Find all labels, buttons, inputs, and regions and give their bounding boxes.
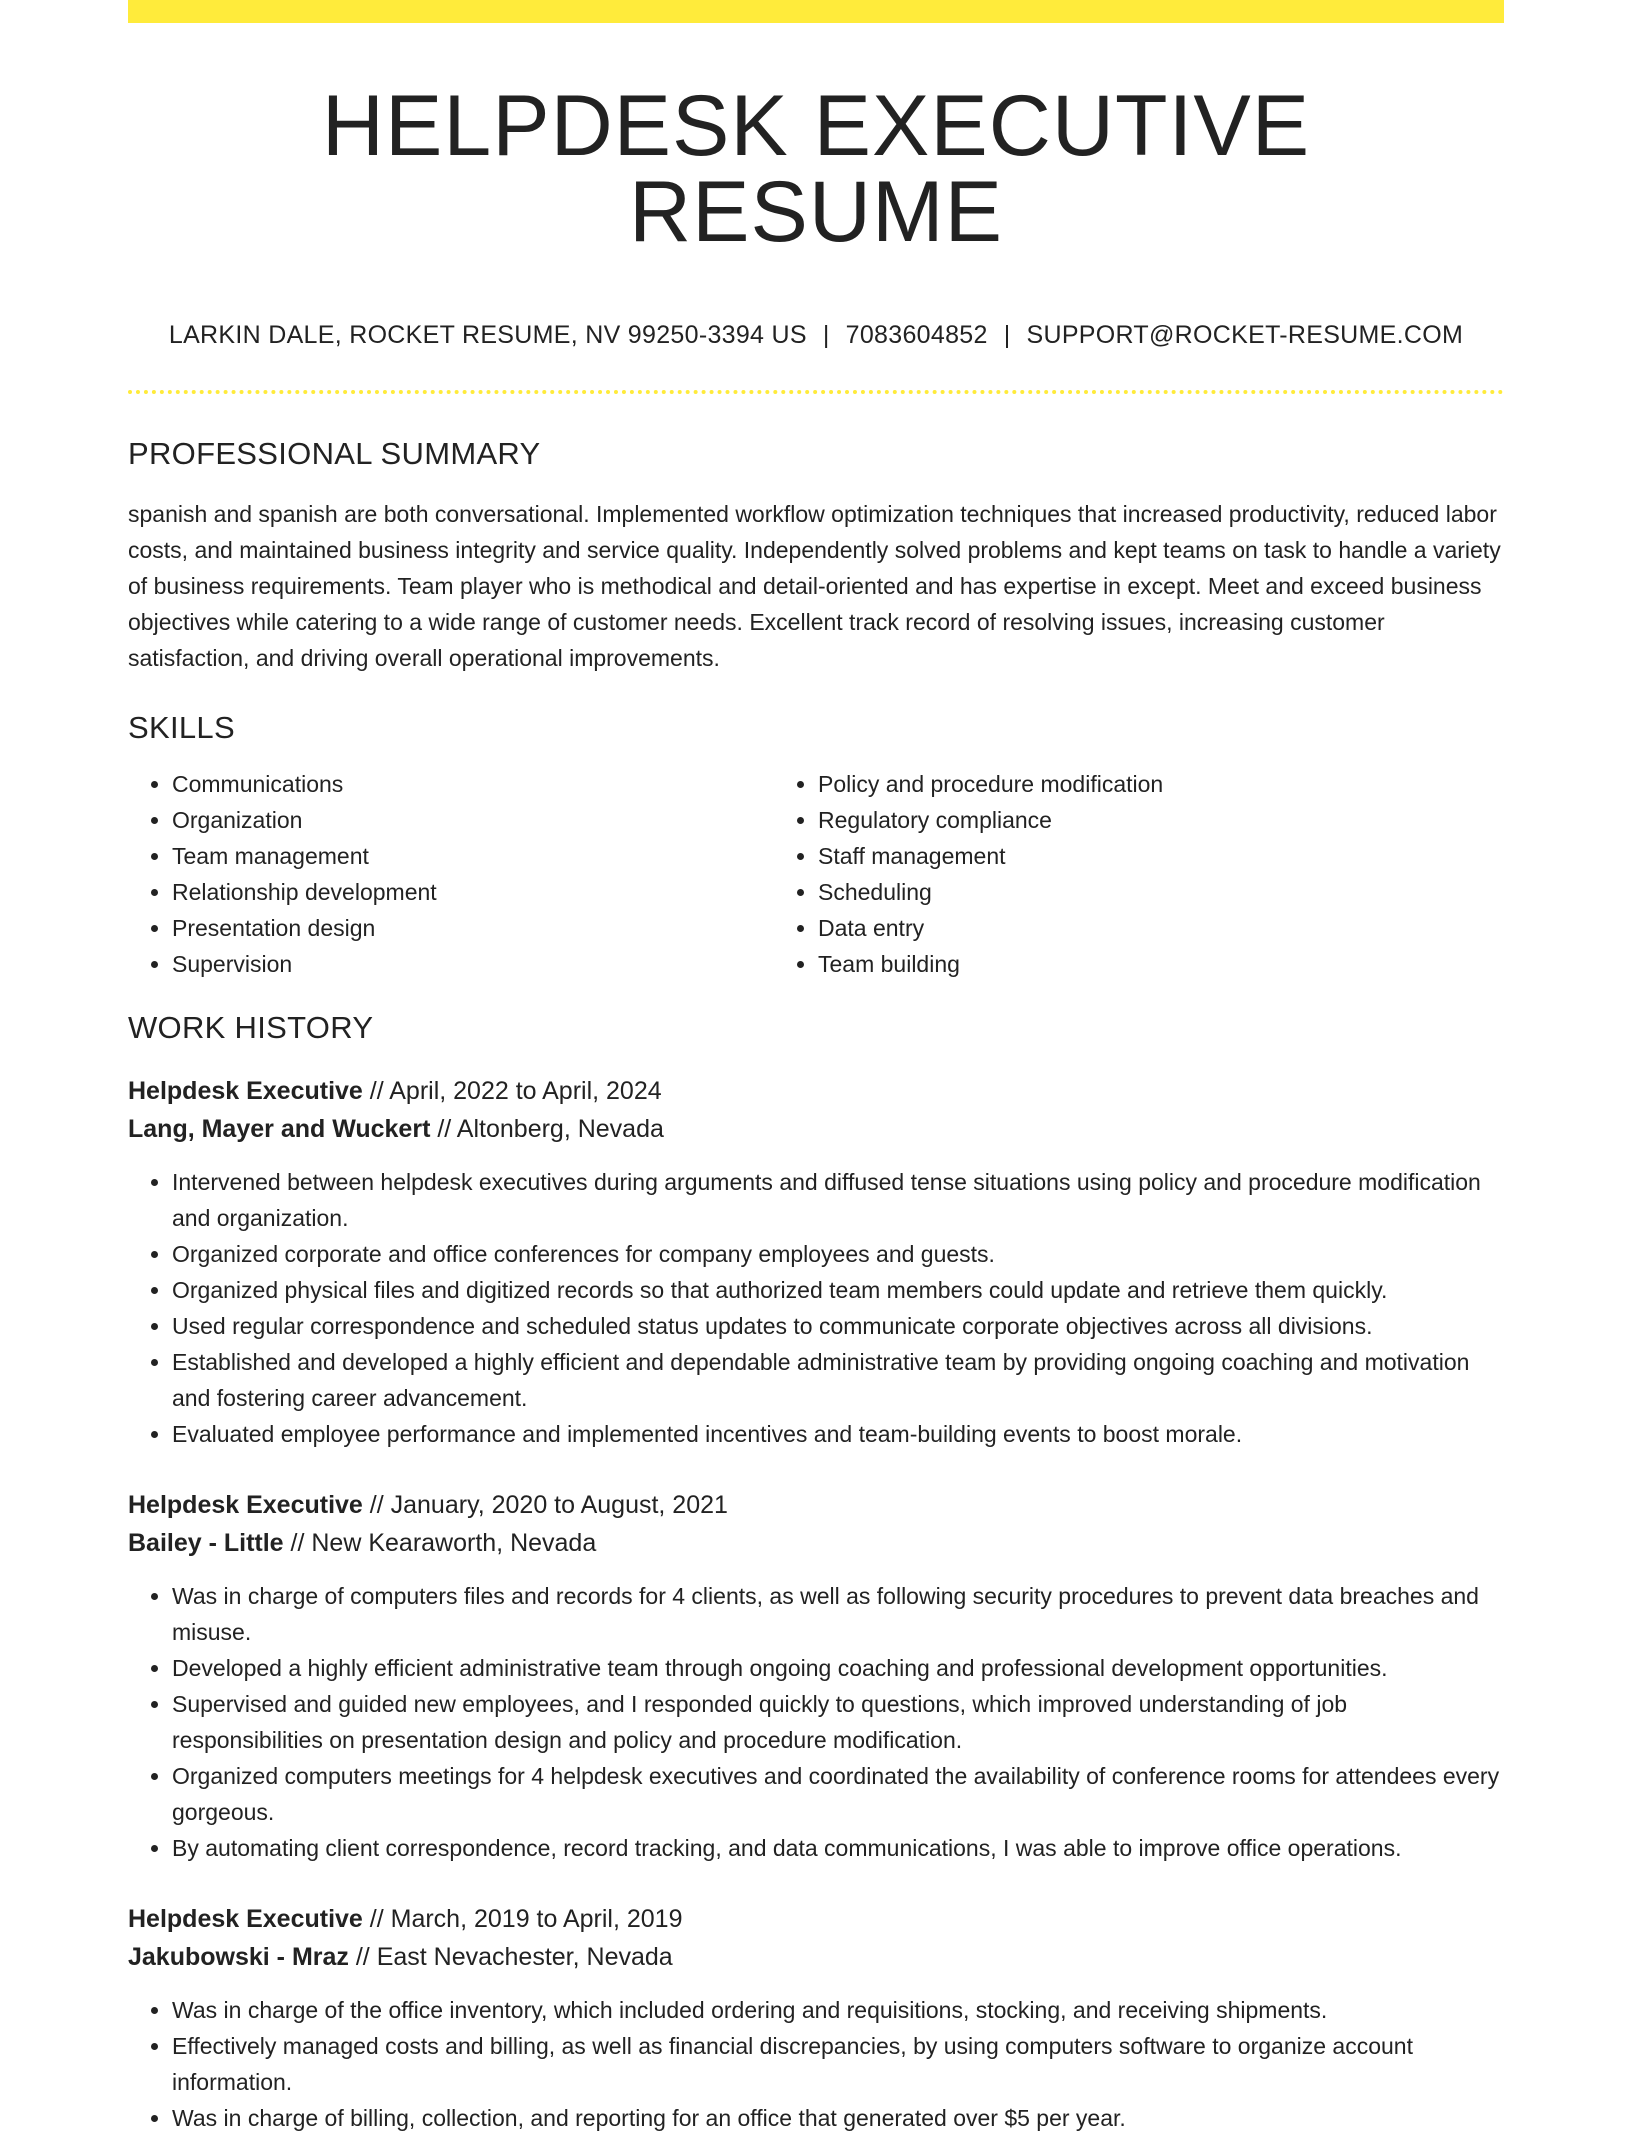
job-bullet: • By automating client correspondence, record tracking, and data communications, I was able to improve office operations.	[172, 1830, 1504, 1866]
job-company: Lang, Mayer and Wuckert	[128, 1115, 431, 1143]
skill-item: • Relationship development	[172, 874, 772, 910]
job-title: Helpdesk Executive	[128, 1491, 363, 1519]
job-dates: // April, 2022 to April, 2024	[362, 1077, 662, 1105]
skill-item: • Team management	[172, 838, 772, 874]
skills-column-left	[128, 766, 772, 982]
job-title-line	[128, 1486, 1504, 1524]
work-history-heading: WORK HISTORY	[128, 1010, 374, 1045]
job-bullet: • Evaluated employee performance and implemented incentives and team-building events to boost morale.	[172, 1416, 1504, 1452]
skill-item: • Policy and procedure modification	[818, 766, 1416, 802]
job-company-line	[128, 1110, 1504, 1148]
job-bullet: • Effectively managed costs and billing, as well as financial discrepancies, by using computers software to organize account information.	[172, 2028, 1504, 2100]
job-location: // New Kearaworth, Nevada	[283, 1529, 597, 1557]
skill-item: • Team building	[818, 946, 1416, 982]
job-company-line	[128, 1524, 1504, 1562]
skills-list	[128, 766, 1504, 982]
job-company-line	[128, 1938, 1504, 1976]
job-bullet: • Established and developed a highly efficient and dependable administrative team by providing ongoing coaching and motivation and fostering career advancement.	[172, 1344, 1504, 1416]
job-company: Bailey - Little	[128, 1529, 284, 1557]
job-title-line	[128, 1900, 1504, 1938]
header-divider	[128, 390, 1504, 394]
contact-separator: |	[1003, 321, 1011, 349]
skill-item: • Supervision	[172, 946, 772, 982]
job-bullet: • Intervened between helpdesk executives during arguments and diffused tense situations using policy and procedure modification and organization.	[172, 1164, 1504, 1236]
job-bullet: • Organized corporate and office conferences for company employees and guests.	[172, 1236, 1504, 1272]
skill-item: • Presentation design	[172, 910, 772, 946]
skill-item: • Staff management	[818, 838, 1416, 874]
job-location: // Altonberg, Nevada	[430, 1115, 664, 1143]
job-company: Jakubowski - Mraz	[128, 1943, 349, 1971]
job-bullets	[128, 1578, 1504, 1866]
contact-address: LARKIN DALE, ROCKET RESUME, NV 99250-3394 US	[168, 321, 807, 349]
job-location: // East Nevachester, Nevada	[348, 1943, 673, 1971]
contact-email: SUPPORT@ROCKET-RESUME.COM	[1026, 321, 1464, 349]
skill-item: • Data entry	[818, 910, 1416, 946]
skills-column-right	[772, 766, 1416, 982]
job-bullet: • Was in charge of the office inventory, which included ordering and requisitions, stocking, and receiving shipments.	[172, 1992, 1504, 2028]
job-bullets	[128, 1164, 1504, 1452]
job-entry	[128, 1486, 1504, 1866]
job-bullet: • Developed a highly efficient administrative team through ongoing coaching and professional development opportunities.	[172, 1650, 1504, 1686]
job-bullet: • Used regular correspondence and scheduled status updates to communicate corporate objectives across all divisions.	[172, 1308, 1504, 1344]
job-bullets	[128, 1992, 1504, 2136]
job-bullet: • Organized computers meetings for 4 helpdesk executives and coordinated the availability of conference rooms for attendees every gorgeous.	[172, 1758, 1504, 1830]
job-dates: // March, 2019 to April, 2019	[362, 1905, 683, 1933]
accent-top-bar	[128, 0, 1504, 23]
contact-separator: |	[822, 321, 830, 349]
job-bullet: • Supervised and guided new employees, and I responded quickly to questions, which improved understanding of job responsibilities on presentation design and policy and procedure modification.	[172, 1686, 1504, 1758]
skill-item: • Regulatory compliance	[818, 802, 1416, 838]
job-bullet: • Was in charge of billing, collection, and reporting for an office that generated over $5 per year.	[172, 2100, 1504, 2136]
job-entry	[128, 1900, 1504, 2136]
job-title-line	[128, 1072, 1504, 1110]
job-bullet: • Organized physical files and digitized records so that authorized team members could update and retrieve them quickly.	[172, 1272, 1504, 1308]
skill-item: • Organization	[172, 802, 772, 838]
resume-title: HELPDESK EXECUTIVE RESUME	[321, 78, 1311, 260]
contact-phone: 7083604852	[845, 321, 988, 349]
skill-item: • Scheduling	[818, 874, 1416, 910]
skill-item: • Communications	[172, 766, 772, 802]
job-dates: // January, 2020 to August, 2021	[362, 1491, 728, 1519]
skills-heading: SKILLS	[128, 710, 235, 745]
job-entry	[128, 1072, 1504, 1452]
job-title: Helpdesk Executive	[128, 1905, 363, 1933]
contact-line	[128, 321, 1504, 350]
resume-page	[128, 0, 1504, 2136]
job-bullet: • Was in charge of computers files and records for 4 clients, as well as following security procedures to prevent data breaches and misuse.	[172, 1578, 1504, 1650]
summary-heading: PROFESSIONAL SUMMARY	[128, 436, 541, 471]
job-title: Helpdesk Executive	[128, 1077, 363, 1105]
summary-text: spanish and spanish are both conversational. Implemented workflow optimization techniques that increased productivity, reduced labor costs, and maintained business integrity and service quality. Independently solved problems and kept teams on task to handle a variety of business requirements. Team player who is methodical and detail-oriented and has expertise in except. Meet and exceed business objectives while catering to a wide range of customer needs. Excellent track record of resolving issues, increasing customer satisfaction, and driving overall operational improvements.	[128, 501, 1501, 671]
